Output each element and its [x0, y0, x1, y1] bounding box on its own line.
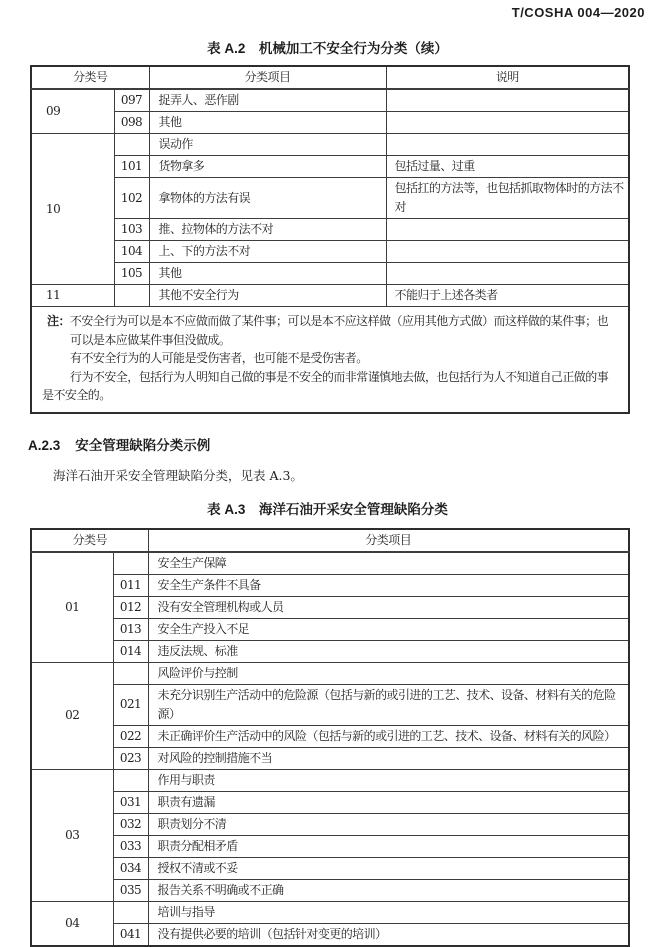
table-row [31, 835, 629, 857]
table-row [31, 747, 629, 769]
note-line: 是不安全的。 [42, 388, 111, 403]
table-a2-note [31, 307, 629, 413]
code-cell: 041 [113, 923, 148, 946]
table-note-row [31, 307, 629, 413]
table-row [31, 178, 629, 219]
header-classification-item: 分类项目 [148, 529, 629, 552]
table-a2-caption: 表 A.2 机械加工不安全行为分类（续） [207, 41, 448, 56]
desc-cell [386, 89, 629, 112]
item-cell: 安全生产投入不足 [148, 618, 629, 640]
group-no-cell: 11 [31, 285, 114, 307]
item-cell: 职责划分不清 [148, 813, 629, 835]
item-cell: 职责分配相矛盾 [148, 835, 629, 857]
code-cell: 021 [113, 684, 148, 725]
table-row [31, 552, 629, 575]
table-row [31, 857, 629, 879]
code-cell: 014 [113, 640, 148, 662]
code-cell: 103 [114, 219, 149, 241]
header-classification-no: 分类号 [31, 66, 149, 89]
code-cell: 102 [114, 178, 149, 219]
item-cell: 违反法规、标准 [148, 640, 629, 662]
code-cell [113, 662, 148, 684]
code-cell: 033 [113, 835, 148, 857]
code-cell: 012 [113, 596, 148, 618]
item-cell: 拿物体的方法有误 [149, 178, 386, 219]
code-cell: 105 [114, 263, 149, 285]
item-cell: 误动作 [149, 134, 386, 156]
item-cell: 没有安全管理机构或人员 [148, 596, 629, 618]
item-cell: 职责有遗漏 [148, 791, 629, 813]
item-cell: 其他不安全行为 [149, 285, 386, 307]
header-classification-no: 分类号 [31, 529, 148, 552]
table-row [31, 618, 629, 640]
table-row [31, 725, 629, 747]
group-no-cell: 01 [31, 552, 113, 663]
table-row [31, 112, 629, 134]
note-line: 可以是本应做某件事但没做成。 [70, 332, 231, 347]
note-text: 不安全行为可以是本不应做而做了某件事；可以是本不应这样做（应用其他方式做）而这样做的某件事；也 [69, 314, 609, 328]
note-line: 行为不安全，包括行为人明知自己做的事是不安全的而非常谨慎地去做，也包括行为人不知道自己正做的事 [70, 369, 609, 384]
desc-cell: 不能归于上述各类者 [386, 285, 629, 307]
table-row [31, 769, 629, 791]
item-cell: 报告关系不明确或不正确 [148, 879, 629, 901]
code-cell: 031 [113, 791, 148, 813]
item-cell: 安全生产条件不具备 [148, 574, 629, 596]
code-cell: 104 [114, 241, 149, 263]
table-row [31, 285, 629, 307]
item-cell: 没有提供必要的培训（包括针对变更的培训） [148, 923, 629, 946]
desc-cell: 包括扛的方法等，也包括抓取物体时的方法不对 [386, 178, 629, 219]
item-cell: 其他 [149, 112, 386, 134]
note-line [47, 312, 618, 331]
clause-number: A.2.3 [28, 437, 61, 453]
item-cell: 对风险的控制措施不当 [148, 747, 629, 769]
note-line: 有不安全行为的人可能是受伤害者，也可能不是受伤害者。 [70, 351, 368, 366]
item-cell: 风险评价与控制 [148, 662, 629, 684]
table-row [31, 134, 629, 156]
desc-cell [386, 241, 629, 263]
header-description: 说明 [386, 66, 629, 89]
table-row [31, 640, 629, 662]
table-row [31, 662, 629, 684]
item-cell: 货物拿多 [149, 156, 386, 178]
code-cell: 035 [113, 879, 148, 901]
item-cell: 培训与指导 [148, 901, 629, 923]
code-cell: 032 [113, 813, 148, 835]
header-classification-item: 分类项目 [149, 66, 386, 89]
table-row [31, 596, 629, 618]
body-paragraph: 海洋石油开采安全管理缺陷分类，见表 A.3。 [53, 467, 303, 483]
item-cell: 推、拉物体的方法不对 [149, 219, 386, 241]
code-cell [114, 134, 149, 156]
table-a2-header-row [31, 66, 629, 89]
group-no-cell: 02 [31, 662, 113, 769]
code-cell [114, 285, 149, 307]
doc-number: T/COSHA 004—2020 [511, 5, 645, 20]
clause-heading [28, 434, 655, 454]
group-no-cell: 03 [31, 769, 113, 901]
table-a3-caption: 表 A.3 海洋石油开采安全管理缺陷分类 [207, 501, 448, 517]
desc-cell [386, 219, 629, 241]
code-cell: 101 [114, 156, 149, 178]
desc-cell [386, 263, 629, 285]
table-row [31, 813, 629, 835]
table-row [31, 879, 629, 901]
code-cell: 034 [113, 857, 148, 879]
table-row [31, 219, 629, 241]
code-cell [113, 552, 148, 575]
note-label: 注： [47, 314, 70, 328]
table-a3 [30, 528, 630, 947]
item-cell: 未充分识别生产活动中的危险源（包括与新的或引进的工艺、技术、设备、材料有关的危险源） [148, 684, 629, 725]
code-cell [113, 769, 148, 791]
item-cell: 其他 [149, 263, 386, 285]
item-cell: 未正确评价生产活动中的风险（包括与新的或引进的工艺、技术、设备、材料有关的风险） [148, 725, 629, 747]
desc-cell [386, 112, 629, 134]
item-cell: 安全生产保障 [148, 552, 629, 575]
item-cell: 授权不清或不妥 [148, 857, 629, 879]
code-cell: 097 [114, 89, 149, 112]
table-row [31, 89, 629, 112]
table-row [31, 263, 629, 285]
item-cell: 上、下的方法不对 [149, 241, 386, 263]
table-row [31, 684, 629, 725]
desc-cell: 包括过量、过重 [386, 156, 629, 178]
table-row [31, 574, 629, 596]
table-row [31, 791, 629, 813]
group-no-cell: 09 [31, 89, 114, 134]
table-a3-header-row [31, 529, 629, 552]
code-cell: 098 [114, 112, 149, 134]
code-cell: 022 [113, 725, 148, 747]
item-cell: 捉弄人、恶作剧 [149, 89, 386, 112]
table-row [31, 923, 629, 946]
clause-title: 安全管理缺陷分类示例 [75, 437, 211, 453]
table-row [31, 241, 629, 263]
code-cell: 013 [113, 618, 148, 640]
table-a2 [30, 65, 630, 414]
group-no-cell: 10 [31, 134, 114, 285]
group-no-cell: 04 [31, 901, 113, 946]
item-cell: 作用与职责 [148, 769, 629, 791]
table-row [31, 156, 629, 178]
desc-cell [386, 134, 629, 156]
code-cell: 011 [113, 574, 148, 596]
code-cell: 023 [113, 747, 148, 769]
